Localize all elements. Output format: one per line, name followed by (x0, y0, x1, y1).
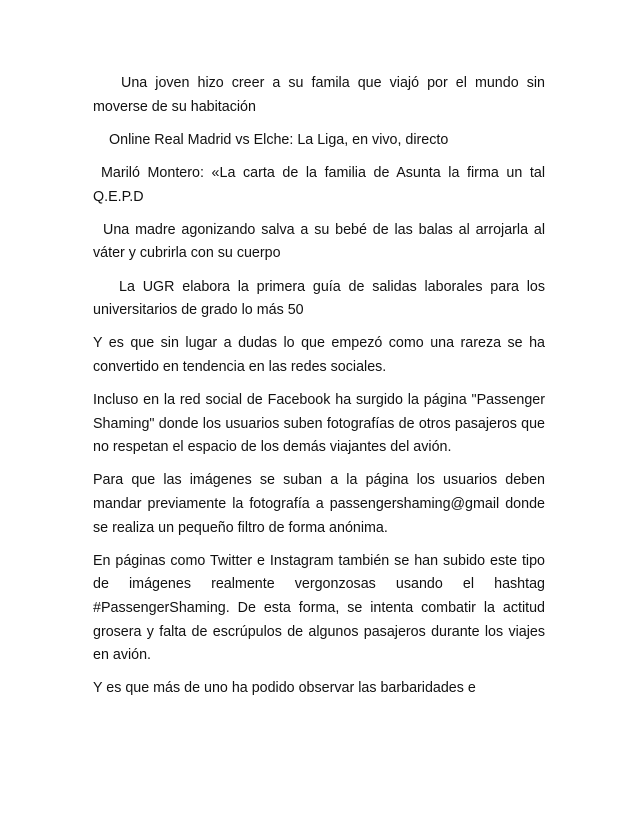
document-page (93, 72, 545, 711)
paragraph-headline-marilo: Mariló Montero: «La carta de la familia de Asunta la firma un tal Q.E.P.D (93, 164, 545, 205)
paragraph-body-tendencia: Y es que sin lugar a dudas lo que empezó como una rareza se ha convertido en tendencia en las redes sociales. (93, 335, 545, 375)
paragraph-body-facebook: Incluso en la red social de Facebook ha surgido la página "Passenger Shaming" donde los usuarios suben fotografías de otros pasajeros que no respetan el espacio de los demás viajantes del avión. (93, 392, 545, 456)
paragraph-headline-joven: Una joven hizo creer a su famila que viajó por el mundo sin moverse de su habitación (93, 75, 545, 115)
paragraph-body-twitter: En páginas como Twitter e Instagram también se han subido este tipo de imágenes realmente vergonzosas usando el hashtag #PassengerShaming. De esta forma, se intenta combatir la actitud grosera y falta de escrúpulos de algunos pasajeros durante los viajes en avión. (93, 552, 545, 664)
paragraph-body-barbaridades: Y es que más de uno ha podido observar las barbaridades e (93, 680, 476, 697)
paragraph-headline-ugr: La UGR elabora la primera guía de salidas laborales para los universitarios de grado lo más 50 (93, 278, 545, 319)
paragraph-headline-madre: Una madre agonizando salva a su bebé de las balas al arrojarla al váter y cubrirla con su cuerpo (93, 221, 545, 262)
paragraph-headline-real-madrid: Online Real Madrid vs Elche: La Liga, en vivo, directo (109, 131, 449, 148)
paragraph-body-imagenes: Para que las imágenes se suban a la página los usuarios deben mandar previamente la fotografía a passengershaming@gmail donde se realiza un pequeño filtro de forma anónima. (93, 472, 545, 536)
